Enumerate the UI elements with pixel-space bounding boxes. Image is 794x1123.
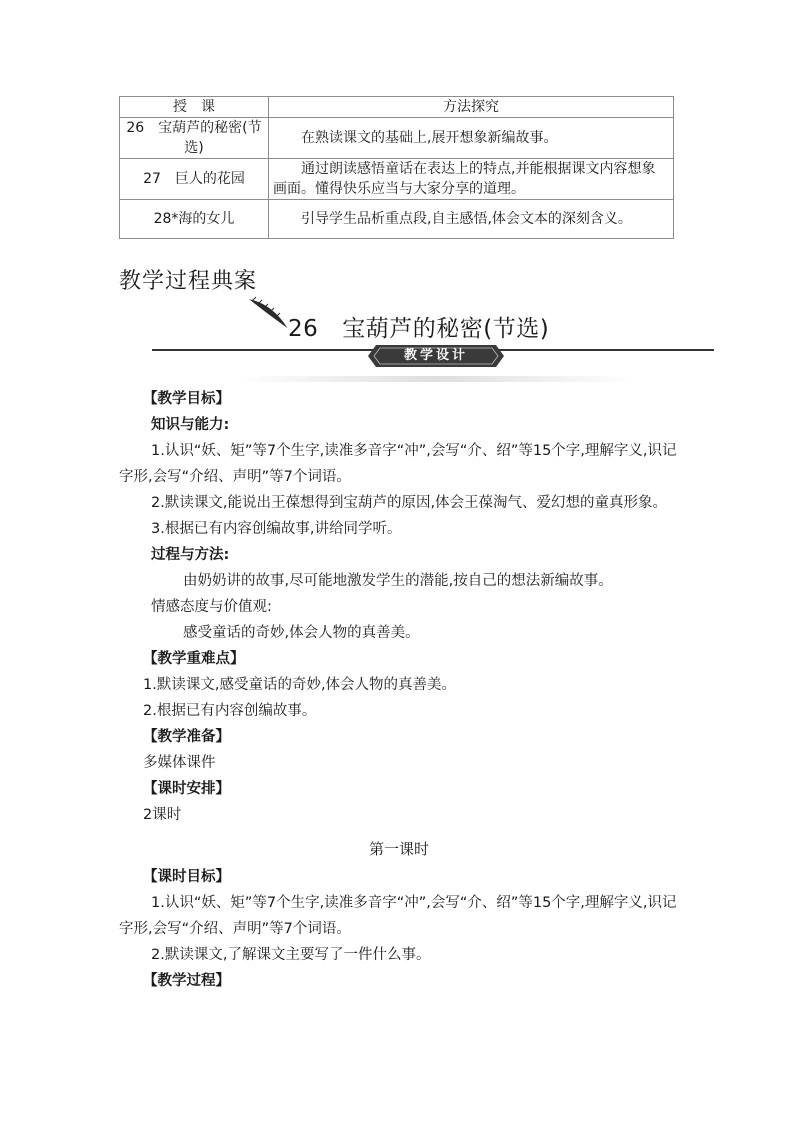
preparation-text: 多媒体课件 <box>143 755 216 771</box>
table-cell-lesson: 26 宝葫芦的秘密(节选) <box>120 118 269 159</box>
lesson-name: 宝葫芦的秘密(节选) <box>342 316 550 342</box>
emotion-text: 感受童话的奇妙,体会人物的真善美。 <box>183 625 420 641</box>
table-row <box>120 159 674 200</box>
lesson-method-table <box>119 96 674 239</box>
table-header-method: 方法探究 <box>269 97 674 118</box>
process-heading: 过程与方法: <box>151 547 230 563</box>
preparation-heading: 【教学准备】 <box>143 729 230 745</box>
table-cell-method: 通过朗读感悟童话在表达上的特点,并能根据课文内容想象画面。懂得快乐应当与大家分享的道理。 <box>269 159 674 200</box>
period-goals-heading: 【课时目标】 <box>143 869 230 885</box>
table-cell-method: 在熟读课文的基础上,展开想象新编故事。 <box>269 118 674 159</box>
schedule-heading: 【课时安排】 <box>143 781 230 797</box>
goals-heading: 【教学目标】 <box>143 391 230 407</box>
knowledge-item: 1.认识“妖、矩”等7个生字,读准多音字“冲”,会写“介、绍”等15个字,理解字义,识记字形,会写“介绍、声明”等7个词语。 <box>119 443 677 485</box>
table-header-row <box>120 97 674 118</box>
table-cell-lesson: 28*海的女儿 <box>120 200 269 239</box>
lesson-number: 26 <box>288 316 319 342</box>
table-row <box>120 200 674 239</box>
lesson-title <box>288 310 549 343</box>
feather-pen-icon <box>246 295 292 335</box>
knowledge-item: 3.根据已有内容创编故事,讲给同学听。 <box>151 521 402 537</box>
emotion-heading: 情感态度与价值观: <box>151 599 272 615</box>
process-text: 由奶奶讲的故事,尽可能地激发学生的潜能,按自己的想法新编故事。 <box>183 573 613 589</box>
banner-label: 教学设计 <box>403 348 468 363</box>
banner-shadow <box>236 376 636 382</box>
section-heading: 教学过程典案 <box>119 269 258 294</box>
knowledge-item: 2.默读课文,能说出王葆想得到宝葫芦的原因,体会王葆淘气、爱幻想的童真形象。 <box>151 495 668 511</box>
period-goal-item: 2.默读课文,了解课文主要写了一件什么事。 <box>151 947 431 963</box>
period-goal-item: 1.认识“妖、矩”等7个生字,读准多音字“冲”,会写“介、绍”等15个字,理解字义,识记字形,会写“介绍、声明”等7个词语。 <box>119 895 677 937</box>
table-cell-method: 引导学生品析重点段,自主感悟,体会文本的深刻含义。 <box>269 200 674 239</box>
knowledge-heading: 知识与能力: <box>151 417 230 433</box>
key-points-heading: 【教学重难点】 <box>143 651 245 667</box>
table-row <box>120 118 674 159</box>
key-point-item: 2.根据已有内容创编故事。 <box>143 703 317 719</box>
first-period-title: 第一课时 <box>368 840 429 858</box>
schedule-text: 2课时 <box>143 807 182 823</box>
teaching-process-heading: 【教学过程】 <box>143 973 230 989</box>
lesson-plan-body <box>119 386 679 994</box>
table-header-lesson: 授 课 <box>120 97 269 118</box>
table-cell-lesson: 27 巨人的花园 <box>120 159 269 200</box>
key-point-item: 1.默读课文,感受童话的奇妙,体会人物的真善美。 <box>143 677 457 693</box>
